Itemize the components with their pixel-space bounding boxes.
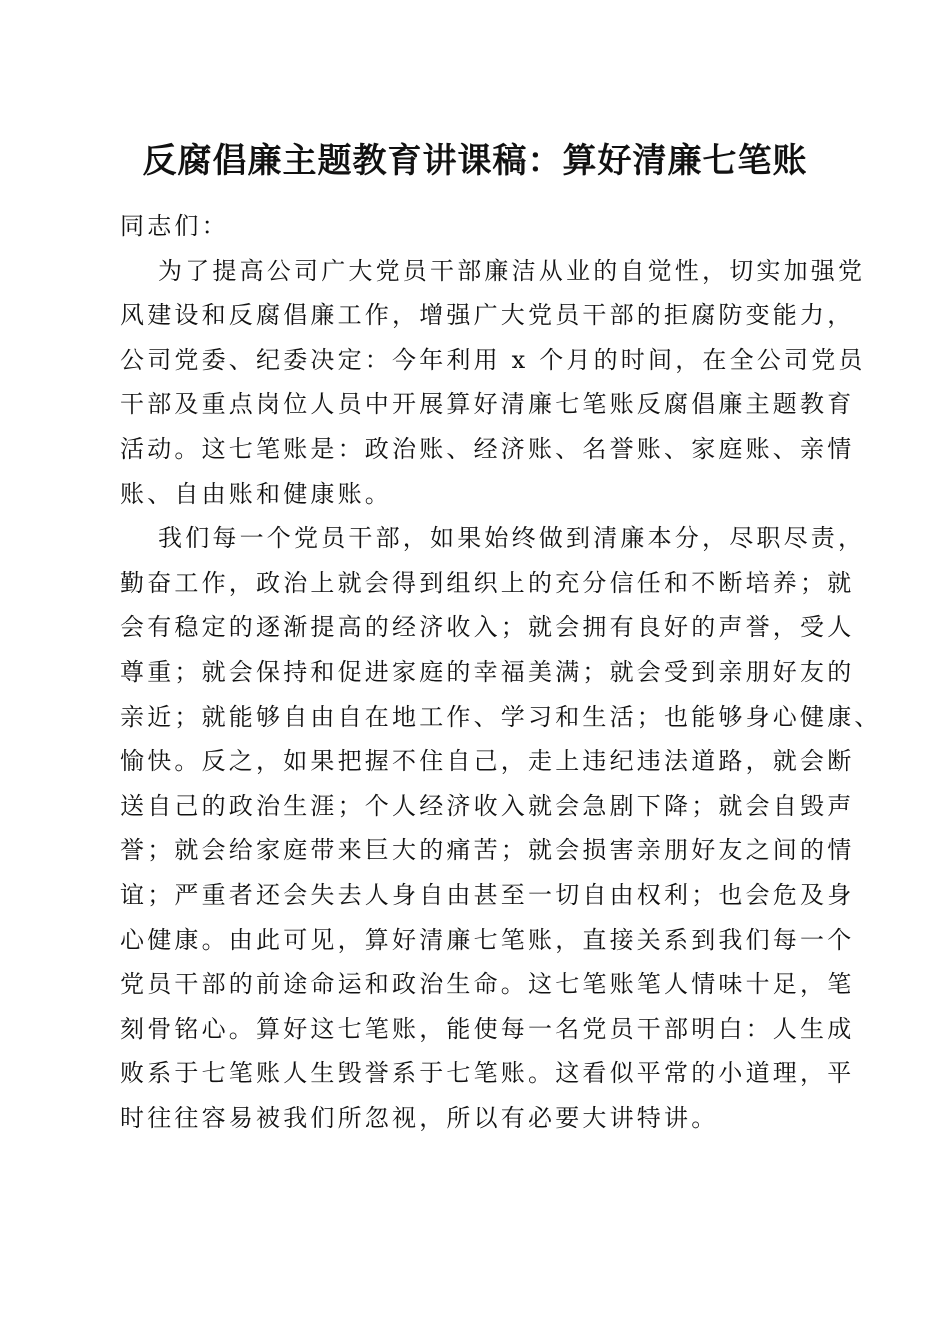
- paragraph-line: 为了提高公司广大党员干部廉洁从业的自觉性，切实加强党: [158, 256, 866, 285]
- paragraph-line: 会有稳定的逐渐提高的经济收入；就会拥有良好的声誉，受人: [120, 613, 855, 642]
- paragraph-line: 誉；就会给家庭带来巨大的痛苦；就会损害亲朋好友之间的情: [120, 836, 855, 865]
- salutation: 同志们：: [120, 212, 229, 240]
- paragraph-line: 败系于七笔账人生毁誉系于七笔账。这看似平常的小道理，平: [120, 1059, 855, 1088]
- paragraph-line: 刻骨铭心。算好这七笔账，能使每一名党员干部明白：人生成: [120, 1014, 855, 1043]
- paragraph-line: 活动。这七笔账是：政治账、经济账、名誉账、家庭账、亲情: [120, 434, 855, 463]
- paragraph-line: 账、自由账和健康账。: [120, 479, 392, 508]
- paragraph-line: 勤奋工作，政治上就会得到组织上的充分信任和不断培养；就: [120, 568, 855, 597]
- paragraph-2: [120, 516, 882, 1140]
- paragraph-line: 我们每一个党员干部，如果始终做到清廉本分，尽职尽责，: [158, 524, 866, 553]
- paragraph-line: 党员干部的前途命运和政治生命。这七笔账笔人情味十足，笔: [120, 970, 855, 999]
- page-title: 反腐倡廉主题教育讲课稿：算好清廉七笔账: [142, 141, 808, 181]
- paragraph-1: [120, 249, 866, 517]
- document-body: [120, 204, 882, 1140]
- paragraph-line: 干部及重点岗位人员中开展算好清廉七笔账反腐倡廉主题教育: [120, 390, 855, 419]
- paragraph-line: 亲近；就能够自由自在地工作、学习和生活；也能够身心健康、: [120, 702, 882, 731]
- paragraph-line: 愉快。反之，如果把握不住自己，走上违纪违法道路，就会断: [120, 747, 855, 776]
- paragraph-line: 心健康。由此可见，算好清廉七笔账，直接关系到我们每一个: [120, 925, 855, 954]
- paragraph-line: 时往往容易被我们所忽视，所以有必要大讲特讲。: [120, 1103, 719, 1132]
- paragraph-line: 风建设和反腐倡廉工作，增强广大党员干部的拒腐防变能力，: [120, 301, 855, 330]
- paragraph-line: 尊重；就会保持和促进家庭的幸福美满；就会受到亲朋好友的: [120, 657, 855, 686]
- paragraph-line: 公司党委、纪委决定：今年利用 x 个月的时间，在全公司党员: [120, 345, 866, 374]
- paragraph-line: 送自己的政治生涯；个人经济收入就会急剧下降；就会自毁声: [120, 791, 855, 820]
- paragraph-line: 谊；严重者还会失去人身自由甚至一切自由权利；也会危及身: [120, 880, 855, 909]
